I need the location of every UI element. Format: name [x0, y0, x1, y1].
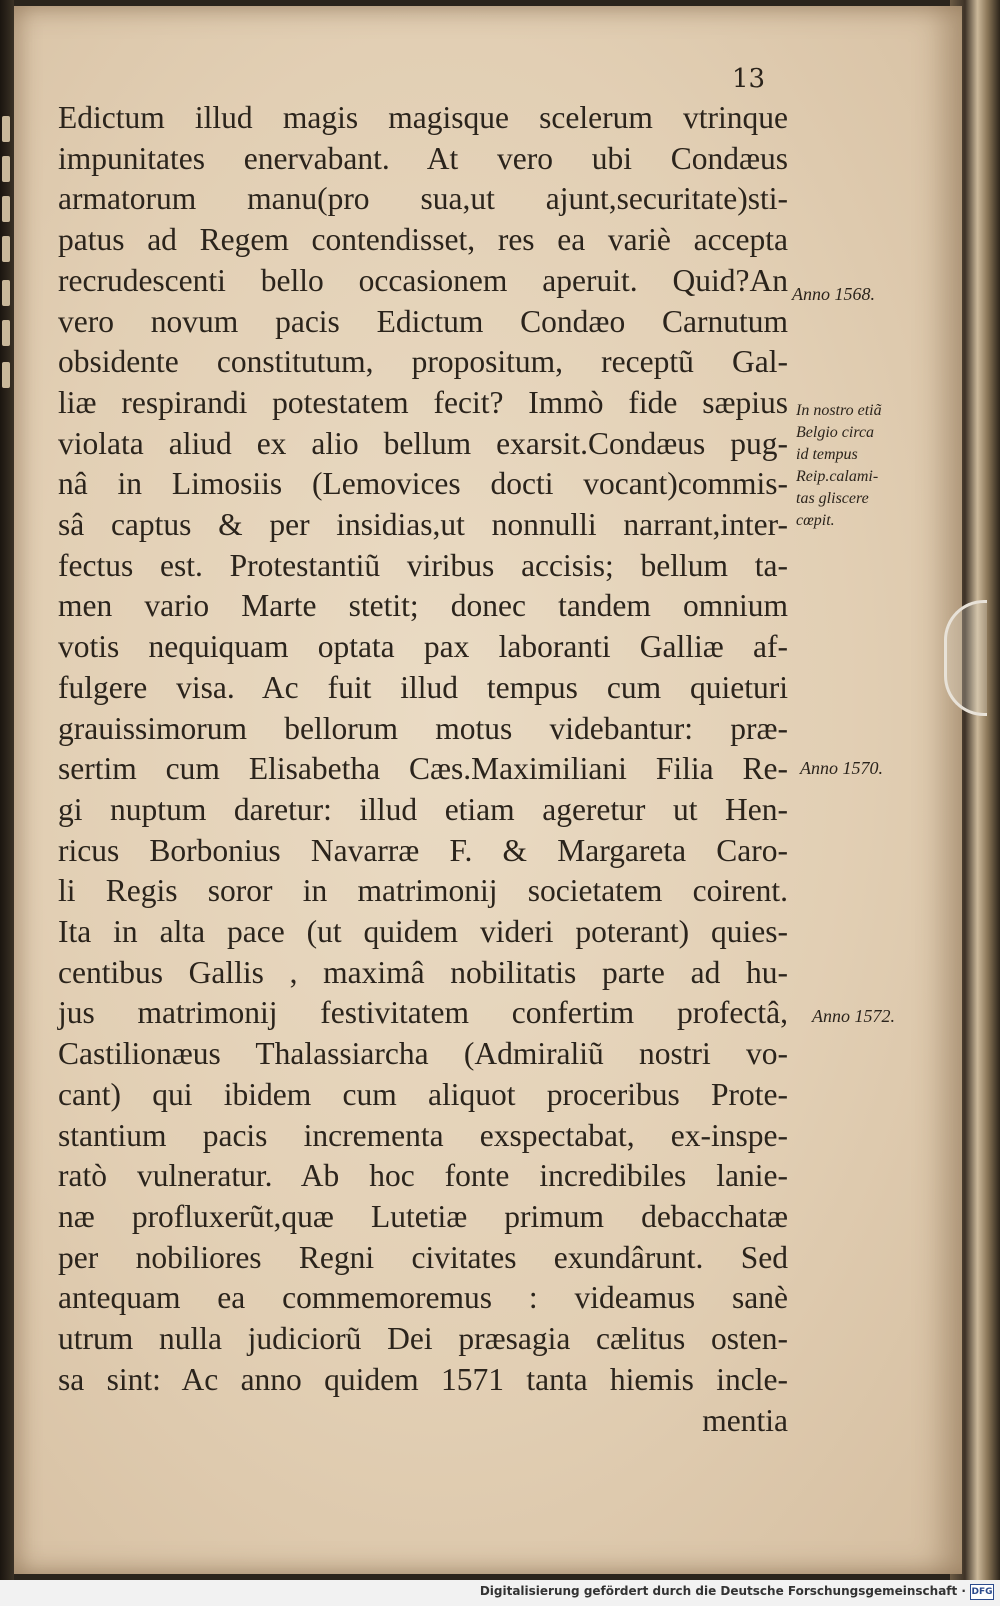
text-line: fulgere visa. Ac fuit illud tempus cum quieturi	[58, 669, 788, 705]
text-line: sertim cum Elisabetha Cæs.Maximiliani Filia Re-	[58, 751, 788, 787]
binding-tab	[2, 116, 10, 142]
text-line: Edictum illud magis magisque scelerum vtrinque	[58, 100, 788, 135]
paper-clip-mark	[944, 600, 987, 716]
text-line: antequam ea commemoremus : videamus sanè	[58, 1280, 788, 1316]
text-line: patus ad Regem contendisset, res ea variè accepta	[58, 222, 788, 258]
binding-tab	[2, 196, 10, 222]
binding-tab	[2, 362, 10, 388]
text-line: ricus Borbonius Navarræ F. & Margareta Caro-	[58, 832, 788, 868]
text-line: votis nequiquam optata pax laboranti Galliæ af-	[58, 629, 788, 665]
text-line: obsidente constitutum, propositum, receptũ Gal-	[58, 344, 788, 380]
marginal-note-line: In nostro etiã	[796, 402, 882, 419]
text-line: fectus est. Protestantiũ viribus accisis; bellum ta-	[58, 547, 788, 583]
digitization-credit: Digitalisierung gefördert durch die Deutsche Forschungsgemeinschaft ·	[479, 1584, 966, 1598]
marginal-note-line: cœpit.	[796, 512, 835, 529]
text-line: gi nuptum daretur: illud etiam ageretur ut Hen-	[58, 791, 788, 827]
marginal-note-line: tas gliscere	[796, 490, 869, 507]
binding-tab	[2, 156, 10, 182]
marginal-note-line: id tempus	[796, 446, 858, 463]
binding-tab	[2, 280, 10, 306]
page-number: 13	[732, 64, 766, 94]
text-line: stantium pacis incrementa exspectabat, ex-inspe-	[58, 1117, 788, 1153]
text-line: Castilionæus Thalassiarcha (Admiraliũ nostri vo-	[58, 1036, 788, 1072]
text-line: sâ captus & per insidias,ut nonnulli narrant,inter-	[58, 507, 788, 543]
text-line: centibus Gallis , maximâ nobilitatis parte ad hu-	[58, 954, 788, 990]
text-line: nâ in Limosiis (Lemovices docti vocant)commis-	[58, 466, 788, 502]
text-line: li Regis soror in matrimonij societatem coirent.	[58, 873, 788, 909]
marginal-note-anno-1572: Anno 1572.	[812, 1006, 895, 1026]
text-line: næ profluxerũt,quæ Lutetiæ primum debacchatæ	[58, 1198, 788, 1234]
text-line: per nobiliores Regni civitates exundârunt. Sed	[58, 1239, 788, 1275]
marginal-note-belgio	[796, 400, 882, 532]
marginal-note-line: Belgio circa	[796, 424, 875, 441]
left-binding-edge	[0, 0, 14, 1606]
binding-tab	[2, 236, 10, 262]
text-line: violata aliud ex alio bellum exarsit.Condæus pug-	[58, 425, 788, 461]
text-line: sa sint: Ac anno quidem 1571 tanta hiemis incle-	[58, 1361, 788, 1397]
text-line: utrum nulla judiciorũ Dei præsagia cælitus osten-	[58, 1321, 788, 1357]
dfg-logo: DFG	[970, 1584, 994, 1600]
text-line: cant) qui ibidem cum aliquot proceribus Prote-	[58, 1076, 788, 1112]
text-line: impunitates enervabant. At vero ubi Condæus	[58, 140, 788, 176]
binding-tab	[2, 320, 10, 346]
text-line: liæ respirandi potestatem fecit? Immò fide sæpius	[58, 384, 788, 420]
marginal-note-anno-1568: Anno 1568.	[792, 284, 875, 304]
text-line: jus matrimonij festivitatem confertim profectâ,	[58, 995, 788, 1031]
marginal-note-anno-1570: Anno 1570.	[800, 758, 883, 778]
text-line: vero novum pacis Edictum Condæo Carnutum	[58, 303, 788, 339]
marginal-note-line: Reip.calami-	[796, 468, 879, 485]
text-line: armatorum manu(pro sua,ut ajunt,securitate)sti-	[58, 181, 788, 217]
text-line: grauissimorum bellorum motus videbantur: præ-	[58, 710, 788, 746]
text-line: men vario Marte stetit; donec tandem omnium	[58, 588, 788, 624]
text-line: mentia	[702, 1402, 788, 1438]
text-line: Ita in alta pace (ut quidem videri poterant) quies-	[58, 914, 788, 950]
text-line: ratò vulneratur. Ab hoc fonte incredibiles lanie-	[58, 1158, 788, 1194]
body-text	[58, 98, 788, 1441]
text-line: recrudescenti bello occasionem aperuit. Quid?An	[58, 262, 788, 298]
